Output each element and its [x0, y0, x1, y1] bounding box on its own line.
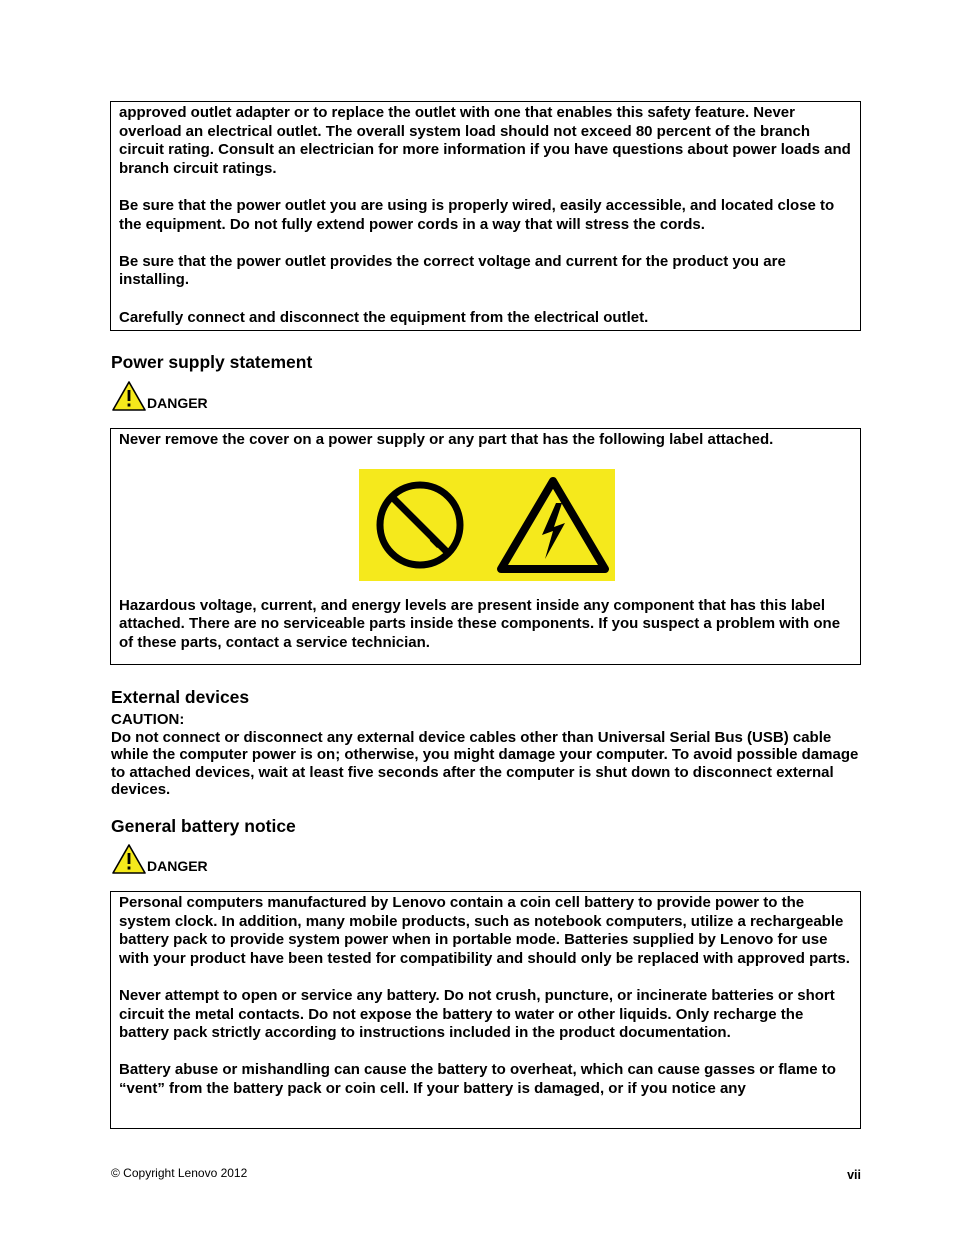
- caution-text: Do not connect or disconnect any external device cables other than Universal Serial Bus (USB) cable while the computer power is on; otherwise, you might damage your computer. To avoid possible damage to attached devices, wait at least five seconds after the computer is shut down to disconnect external devices.: [111, 728, 859, 798]
- power-supply-box: [110, 428, 861, 665]
- danger-label: DANGER: [147, 395, 208, 411]
- danger-label: DANGER: [147, 858, 208, 874]
- warning-triangle-icon: [111, 843, 147, 875]
- paragraph: Be sure that the power outlet provides the correct voltage and current for the product you are installing.: [119, 252, 786, 289]
- section-heading-battery: General battery notice: [111, 816, 296, 836]
- paragraph: Never remove the cover on a power supply or any part that has the following label attached.: [119, 431, 774, 448]
- section-heading-power-supply: Power supply statement: [111, 352, 313, 372]
- caution-notice: [111, 711, 861, 799]
- paragraph: approved outlet adapter or to replace the outlet with one that enables this safety feature. Never overload an electrical outlet. The overall system load should not exceed 80 percent of the branch circuit rating. Consult an electrician for more information if you have questions about power loads and branch circuit ratings.: [119, 104, 851, 177]
- outlet-safety-box: [110, 101, 861, 331]
- paragraph: Never attempt to open or service any battery. Do not crush, puncture, or incinerate batteries or short circuit the metal contacts. Do not expose the battery to water or other liquids. Only recharge the battery pack strictly according to instructions included in the product documentation.: [119, 986, 835, 1042]
- page-number: vii: [847, 1168, 861, 1182]
- paragraph: Hazardous voltage, current, and energy levels are present inside any component that has this label attached. There are no serviceable parts inside these components. If you suspect a problem with one of these parts, contact a service technician.: [119, 596, 841, 651]
- warning-triangle-icon: [111, 380, 147, 412]
- copyright-text: © Copyright Lenovo 2012: [111, 1166, 248, 1180]
- paragraph: Be sure that the power outlet you are using is properly wired, easily accessible, and located close to the equipment. Do not fully extend power cords in a way that will stress the cords.: [119, 196, 835, 233]
- hazard-label-image: [359, 469, 615, 581]
- paragraph: Battery abuse or mishandling can cause the battery to overheat, which can cause gasses or flame to “vent” from the battery pack or coin cell. If your battery is damaged, or if you notice any: [119, 1061, 836, 1097]
- caution-label: CAUTION:: [111, 711, 185, 728]
- battery-notice-box: [110, 891, 861, 1129]
- paragraph: Carefully connect and disconnect the equipment from the electrical outlet.: [119, 308, 649, 326]
- paragraph: Personal computers manufactured by Lenovo contain a coin cell battery to provide power to the system clock. In addition, many mobile products, such as notebook computers, utilize a rechargeable battery pack to provide system power when in portable mode. Batteries supplied by Lenovo for use with your product have been tested for compatibility and should only be replaced with approved parts.: [119, 894, 850, 967]
- section-heading-external-devices: External devices: [111, 687, 250, 707]
